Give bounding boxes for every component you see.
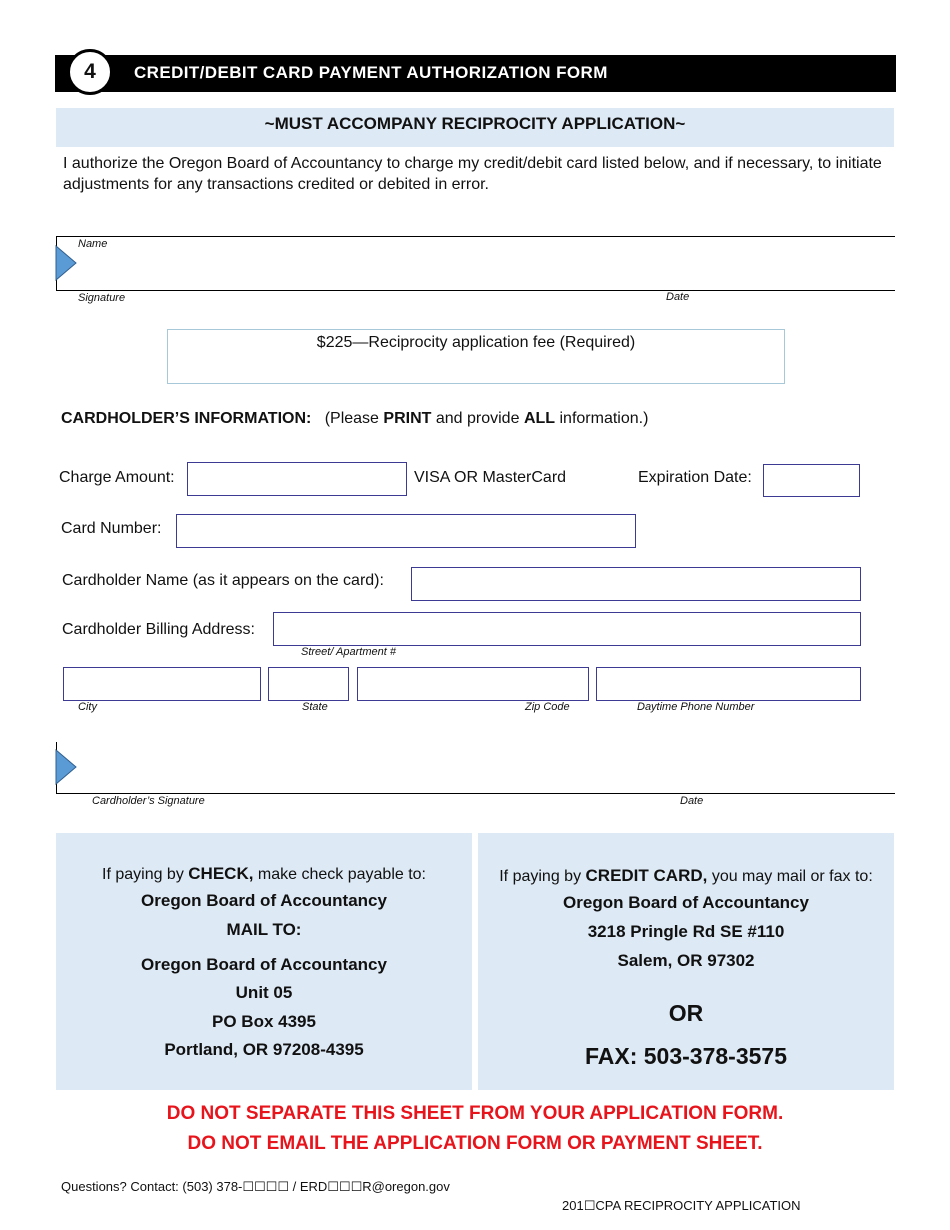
name-line-top (56, 236, 895, 237)
signature-label: Signature (78, 292, 126, 304)
card-number-label: Card Number: (61, 520, 162, 537)
zip-label: Zip Code (525, 701, 570, 713)
charge-amount-label: Charge Amount: (59, 469, 175, 486)
check-line1-bold: CHECK, (188, 864, 254, 883)
warning-line-1: DO NOT SEPARATE THIS SHEET FROM YOUR APPLICATION FORM. (166, 1103, 784, 1124)
signature-arrow-icon (55, 245, 77, 281)
billing-address-label: Cardholder Billing Address: (62, 621, 255, 638)
card-line1-post: you may mail or fax to: (711, 868, 873, 885)
cardholder-signature-arrow-icon (55, 749, 77, 785)
authorization-statement: I authorize the Oregon Board of Accountancy to charge my credit/debit card listed below, and if necessary, to initiate adjustments for any transactions credited or debited in error. (63, 155, 882, 193)
instr-all: ALL (523, 410, 556, 427)
name-label: Name (78, 238, 108, 250)
card-line1-pre: If paying by (499, 868, 582, 885)
card-instruction (478, 866, 894, 886)
section-number-badge: 4 (67, 49, 113, 95)
card-type-text: VISA OR MasterCard (414, 469, 567, 486)
cardholder-signature-line[interactable] (56, 793, 895, 794)
state-input[interactable] (268, 667, 349, 701)
cardholder-name-label: Cardholder Name (as it appears on the card): (62, 572, 384, 589)
check-instruction (56, 864, 472, 884)
check-mail-to: MAIL TO: (226, 920, 302, 939)
phone-input[interactable] (596, 667, 861, 701)
card-city: Salem, OR 97302 (617, 951, 755, 970)
footer-form-id: 201☐CPA RECIPROCITY APPLICATION (562, 1198, 801, 1213)
expiration-label: Expiration Date: (638, 469, 752, 486)
card-or: OR (668, 1000, 704, 1026)
fee-text: $225—Reciprocity application fee (Required) (316, 334, 636, 351)
zip-input[interactable] (357, 667, 589, 701)
charge-amount-input[interactable] (187, 462, 407, 496)
card-number-input[interactable] (176, 514, 636, 548)
cardholder-date-label: Date (680, 795, 704, 807)
check-payee: Oregon Board of Accountancy (141, 891, 387, 910)
form-title: CREDIT/DEBIT CARD PAYMENT AUTHORIZATION FORM (134, 63, 608, 82)
card-org: Oregon Board of Accountancy (563, 893, 809, 912)
cardholder-name-input[interactable] (411, 567, 861, 601)
check-address-unit: Unit 05 (235, 983, 293, 1002)
cardholder-signature-label: Cardholder’s Signature (92, 795, 205, 807)
footer-contact: Questions? Contact: (503) 378-☐☐☐☐ / ERD☐☐☐R@oregon.gov (61, 1179, 450, 1194)
city-input[interactable] (63, 667, 261, 701)
check-address-name: Oregon Board of Accountancy (141, 955, 387, 974)
card-fax: FAX: 503-378-3575 (584, 1043, 787, 1069)
card-street: 3218 Pringle Rd SE #110 (587, 922, 785, 941)
instr-print: PRINT (383, 410, 432, 427)
instr-mid: and provide (435, 410, 520, 427)
street-input[interactable] (273, 612, 861, 646)
warning-line-2: DO NOT EMAIL THE APPLICATION FORM OR PAYMENT SHEET. (187, 1133, 763, 1154)
check-address-city: Portland, OR 97208-4395 (164, 1040, 364, 1059)
state-label: State (302, 701, 328, 713)
signature-line[interactable] (56, 290, 895, 291)
instr-open: (Please (324, 410, 379, 427)
banner-text: ~MUST ACCOMPANY RECIPROCITY APPLICATION~ (264, 114, 686, 133)
check-address-box: PO Box 4395 (212, 1012, 316, 1031)
cardholder-heading (61, 410, 648, 428)
card-line1-bold: CREDIT CARD, (585, 866, 708, 885)
cardholder-heading-label: CARDHOLDER’S INFORMATION: (61, 410, 312, 427)
expiration-input[interactable] (763, 464, 860, 497)
city-label: City (78, 701, 97, 713)
check-line1-pre: If paying by (102, 866, 184, 883)
instr-close: information.) (559, 410, 649, 427)
street-label: Street/ Apartment # (301, 646, 396, 658)
phone-label: Daytime Phone Number (637, 701, 755, 713)
date-label: Date (666, 291, 690, 303)
check-line1-post: make check payable to: (257, 866, 426, 883)
